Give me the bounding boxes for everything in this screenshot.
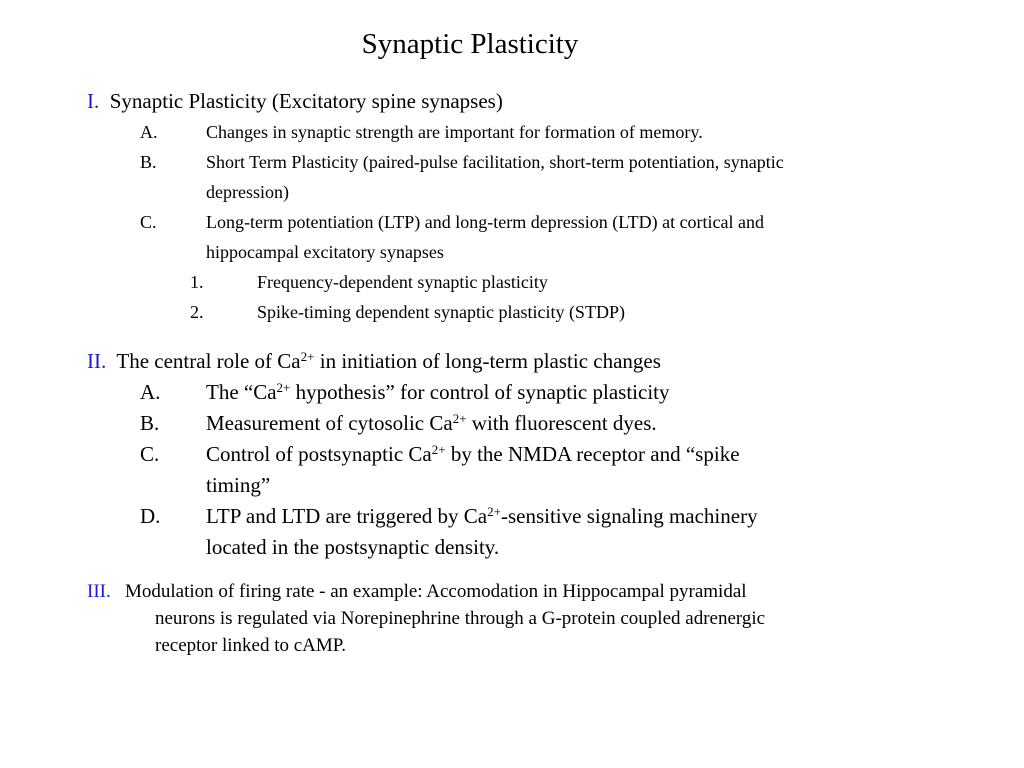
section-3-text-line3: receptor linked to cAMP. [155,635,347,656]
section-2-item-b-marker: B. [140,411,160,435]
section-1-numeral: I. [87,89,100,113]
section-2-heading-sup: 2+ [300,348,315,364]
section-1-item-c-text-line2: hippocampal excitatory synapses [206,242,444,262]
section-1-subitem-1-marker: 1. [190,272,204,292]
section-1-item-b-text-line2: depression) [206,182,289,202]
section-2-item-d-pre: LTP and LTD are triggered by Ca [206,504,488,528]
section-2-item-d-marker: D. [140,504,161,528]
section-3-line1 [87,580,747,604]
section-2-item-c-post: by the NMDA receptor and “spike [445,442,740,466]
section-2-heading-post: in initiation of long-term plastic changes [314,349,661,373]
section-1-item-c-text-line1: Long-term potentiation (LTP) and long-term depression (LTD) at cortical and [206,212,765,232]
section-2-item-b-post: with fluorescent dyes. [466,411,657,435]
section-1-item-b-marker: B. [140,152,157,172]
section-2-item-c-text-line2: timing” [206,473,271,497]
section-2-item-d-post: -sensitive signaling machinery [500,504,758,528]
section-2-item-b-pre: Measurement of cytosolic Ca [206,411,453,435]
section-2-item-b-sup: 2+ [452,410,467,426]
section-2-item-c-pre: Control of postsynaptic Ca [206,442,432,466]
section-2-item-c-marker: C. [140,442,160,466]
section-3-text-line2: neurons is regulated via Norepinephrine through a G-protein coupled adrenergic [155,608,766,629]
section-3-numeral: III. [87,581,111,602]
section-2-item-d-text-line2: located in the postsynaptic density. [206,535,500,559]
section-2-item-c-text-line1 [206,441,740,467]
section-2-heading-pre: The central role of Ca [116,349,301,373]
section-2-item-a-text [206,379,670,405]
section-2-item-b-text [206,410,657,436]
section-2-item-d-text-line1 [206,503,758,529]
section-2-item-d-sup: 2+ [487,503,501,519]
section-1-subitem-1-text: Frequency-dependent synaptic plasticity [257,272,548,292]
section-2-item-a-marker: A. [140,380,161,404]
section-2-item-a-post: hypothesis” for control of synaptic plasticity [290,380,670,404]
section-1-item-a-marker: A. [140,122,158,142]
section-1-subitem-2-marker: 2. [190,302,204,322]
section-2-numeral: II. [87,349,107,373]
section-2-item-c-sup: 2+ [431,441,446,457]
section-2-heading [87,348,661,374]
section-1-heading [87,88,503,114]
section-1-item-a-text: Changes in synaptic strength are important for formation of memory. [206,122,703,142]
slide-title: Synaptic Plasticity [361,28,579,60]
section-3-text-line1: Modulation of firing rate - an example: Accomodation in Hippocampal pyramidal [124,581,747,602]
section-1-heading-text: Synaptic Plasticity (Excitatory spine synapses) [109,89,503,113]
section-1-item-c-marker: C. [140,212,157,232]
section-1-subitem-2-text: Spike-timing dependent synaptic plasticity (STDP) [257,302,625,322]
section-2-item-a-sup: 2+ [276,379,291,395]
section-1-item-b-text-line1: Short Term Plasticity (paired-pulse facilitation, short-term potentiation, synaptic [206,152,784,172]
section-2-item-a-pre: The “Ca [206,380,277,404]
